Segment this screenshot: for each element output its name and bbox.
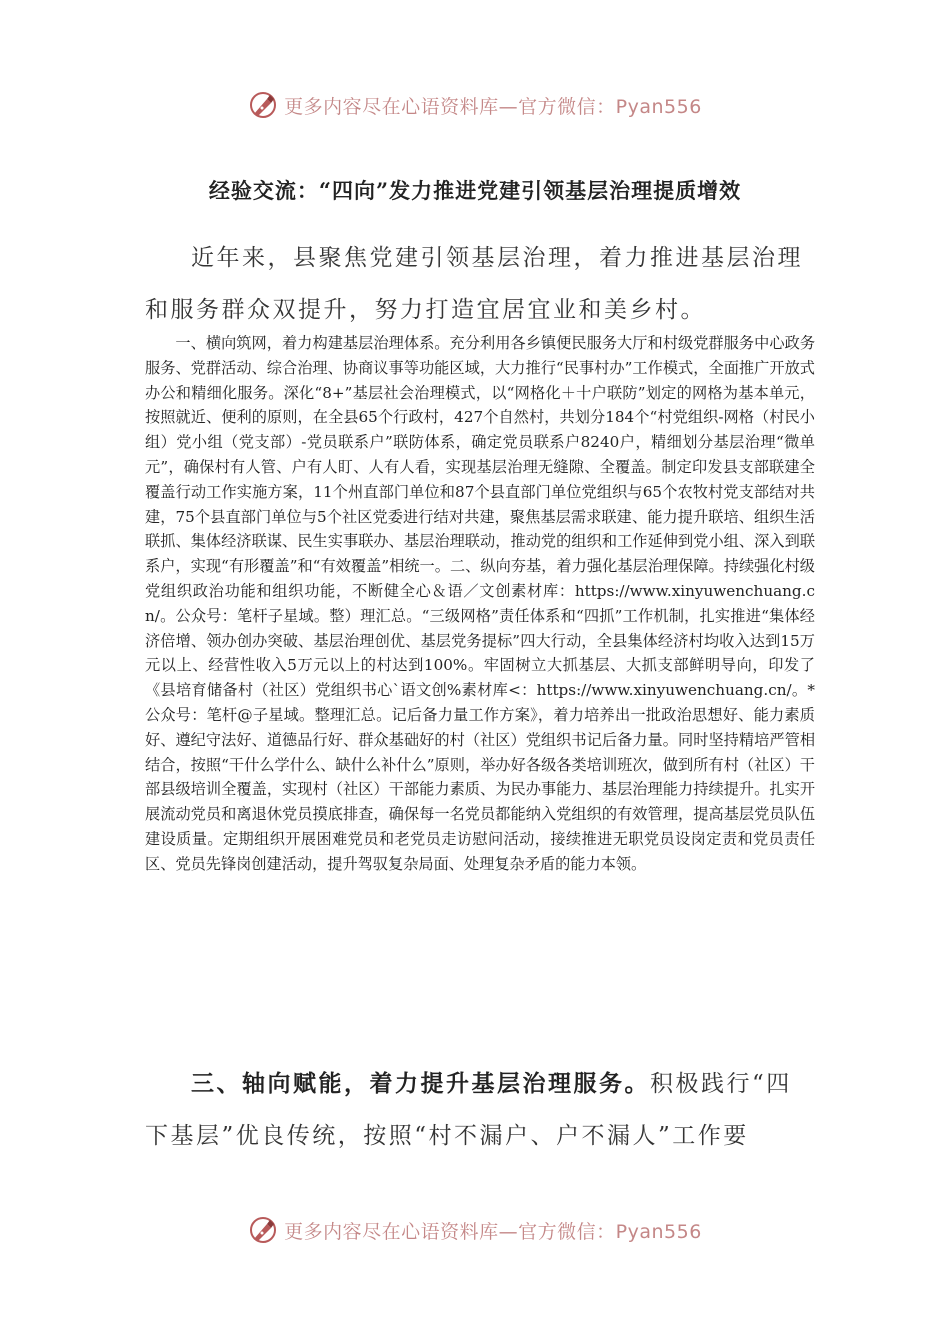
section3-paragraph — [145, 1058, 815, 1162]
lead-paragraph: 近年来，县聚焦党建引领基层治理，着力推进基层治理和服务群众双提升，努力打造宜居宜业和美乡村。 — [145, 245, 803, 323]
pen-nib-logo-icon — [248, 90, 278, 120]
footer-banner-text: 更多内容尽在心语资料库—官方微信：Pyan556 — [284, 1220, 702, 1243]
header-banner-text: 更多内容尽在心语资料库—官方微信：Pyan556 — [284, 95, 702, 118]
document-title: 经验交流：“四向”发力推进党建引领基层治理提质增效 — [208, 178, 742, 203]
pen-nib-logo-icon — [248, 1215, 278, 1245]
section3-heading: 三、轴向赋能，着力提升基层治理服务。 — [191, 1070, 650, 1097]
body-paragraph: 一、横向筑网，着力构建基层治理体系。充分利用各乡镇便民服务大厅和村级党群服务中心政务服务、党群活动、综合治理、协商议事等功能区域，大力推行“民事村办”工作模式，全面推广开放式办公和精细化服务。深化“8+”基层社会治理模式，以“网格化＋十户联防”划定的网格为基本单元，按照就近、便利的原则，在全县65个行政村，427个自然村，共划分184个“村党组织-网格（村民小组）党小组（党支部）-党员联系户”联防体系，确定党员联系户8240户，精细划分基层治理“微单元”，确保村有人管、户有人盯、人有人看，实现基层治理无缝隙、全覆盖。制定印发县支部联建全覆盖行动工作实施方案，11个州直部门单位和87个县直部门单位党组织与65个农牧村党支部结对共建，75个县直部门单位与5个社区党委进行结对共建，聚焦基层需求联建、能力提升联培、组织生活联抓、集体经济联谋、民生实事联办、基层治理联动，推动党的组织和工作延伸到党小组、深入到联系户，实现“有形覆盖”和“有效覆盖”相统一。二、纵向夯基，着力强化基层治理保障。持续强化村级党组织政治功能和组织功能，不断健全心＆语／文创素材库：https://www.xinyuwenchuang.cn/。公众号：笔杆子星域。整）理汇总。“三级网格”责任体系和“四抓”工作机制，扎实推进“集体经济倍增、领办创办突破、基层治理创优、基层党务提标”四大行动，全县集体经济村均收入达到15万元以上、经营性收入5万元以上的村达到100%。牢固树立大抓基层、大抓支部鲜明导向，印发了《县培育储备村（社区）党组织书心`语文创%素材库<：https://www.xinyuwenchuang.cn/。*公众号：笔杆@子星域。整理汇总。记后备力量工作方案》，着力培养出一批政治思想好、能力素质好、遵纪守法好、道德品行好、群众基础好的村（社区）党组织书记后备力量。同时坚持精培严管相结合，按照“干什么学什么、缺什么补什么”原则，举办好各级各类培训班次，做到所有村（社区）干部县级培训全覆盖，实现村（社区）干部能力素质、为民办事能力、基层治理能力持续提升。扎实开展流动党员和离退休党员摸底排查，确保每一名党员都能纳入党组织的有效管理，提高基层党员队伍建设质量。定期组织开展困难党员和老党员走访慰问活动，接续推进无职党员设岗定责和党员责任区、党员先锋岗创建活动，提升驾驭复杂局面、处理复杂矛盾的能力本领。 — [145, 334, 815, 873]
header-banner — [0, 80, 950, 130]
section3-text: 积极践行“四下基层”优良传统，按照“村不漏户、户不漏人”工作要 — [145, 1071, 792, 1149]
footer-banner — [0, 1205, 950, 1255]
